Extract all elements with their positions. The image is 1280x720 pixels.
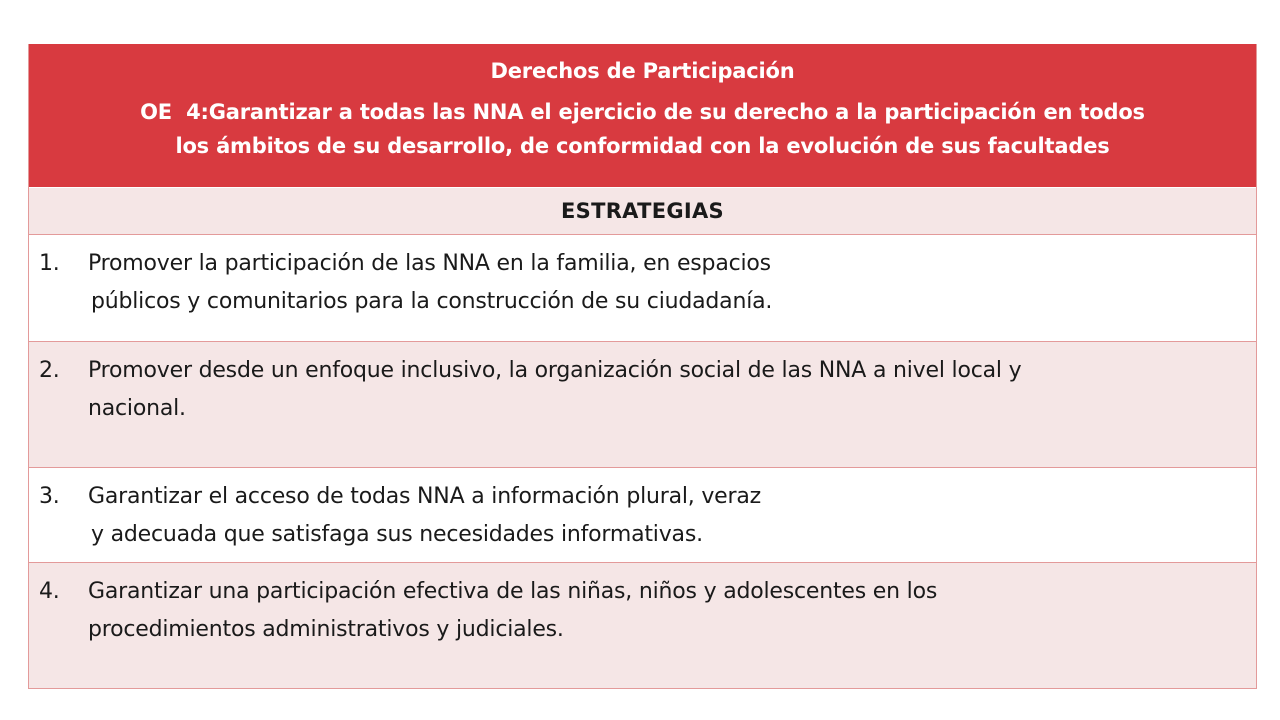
strategy-line: Garantizar el acceso de todas NNA a información plural, veraz	[88, 484, 761, 509]
strategy-line: Garantizar una participación efectiva de las niñas, niños y adolescentes en los	[88, 579, 938, 604]
strategy-text	[88, 245, 1236, 321]
strategy-number: 2.	[39, 358, 60, 383]
table-header	[29, 44, 1256, 187]
strategy-text	[88, 352, 1236, 428]
strategy-line: nacional.	[88, 396, 186, 421]
table-row	[29, 341, 1256, 467]
strategy-number: 4.	[39, 579, 60, 604]
strategy-table	[28, 44, 1257, 689]
table-title: Derechos de Participación	[490, 59, 795, 83]
strategy-number: 3.	[39, 484, 60, 509]
table-row	[29, 562, 1256, 688]
table-row	[29, 234, 1256, 341]
table-row	[29, 467, 1256, 562]
strategy-line: Promover la participación de las NNA en la familia, en espacios	[88, 251, 771, 276]
objective-statement	[29, 95, 1256, 163]
strategies-heading: ESTRATEGIAS	[29, 187, 1256, 234]
strategy-line: procedimientos administrativos y judiciales.	[88, 617, 564, 642]
strategy-line: públicos y comunitarios para la construcción de su ciudadanía.	[91, 289, 773, 314]
strategy-line: Promover desde un enfoque inclusivo, la organización social de las NNA a nivel local y	[88, 358, 1022, 383]
strategy-line: y adecuada que satisfaga sus necesidades informativas.	[91, 522, 703, 547]
objective-line-1: OE 4:Garantizar a todas las NNA el ejercicio de su derecho a la participación en todos	[140, 100, 1145, 124]
objective-line-2: los ámbitos de su desarrollo, de conformidad con la evolución de sus facultades	[175, 134, 1110, 158]
strategy-number: 1.	[39, 251, 60, 276]
strategy-text	[88, 573, 1236, 649]
strategy-text	[88, 478, 1236, 554]
